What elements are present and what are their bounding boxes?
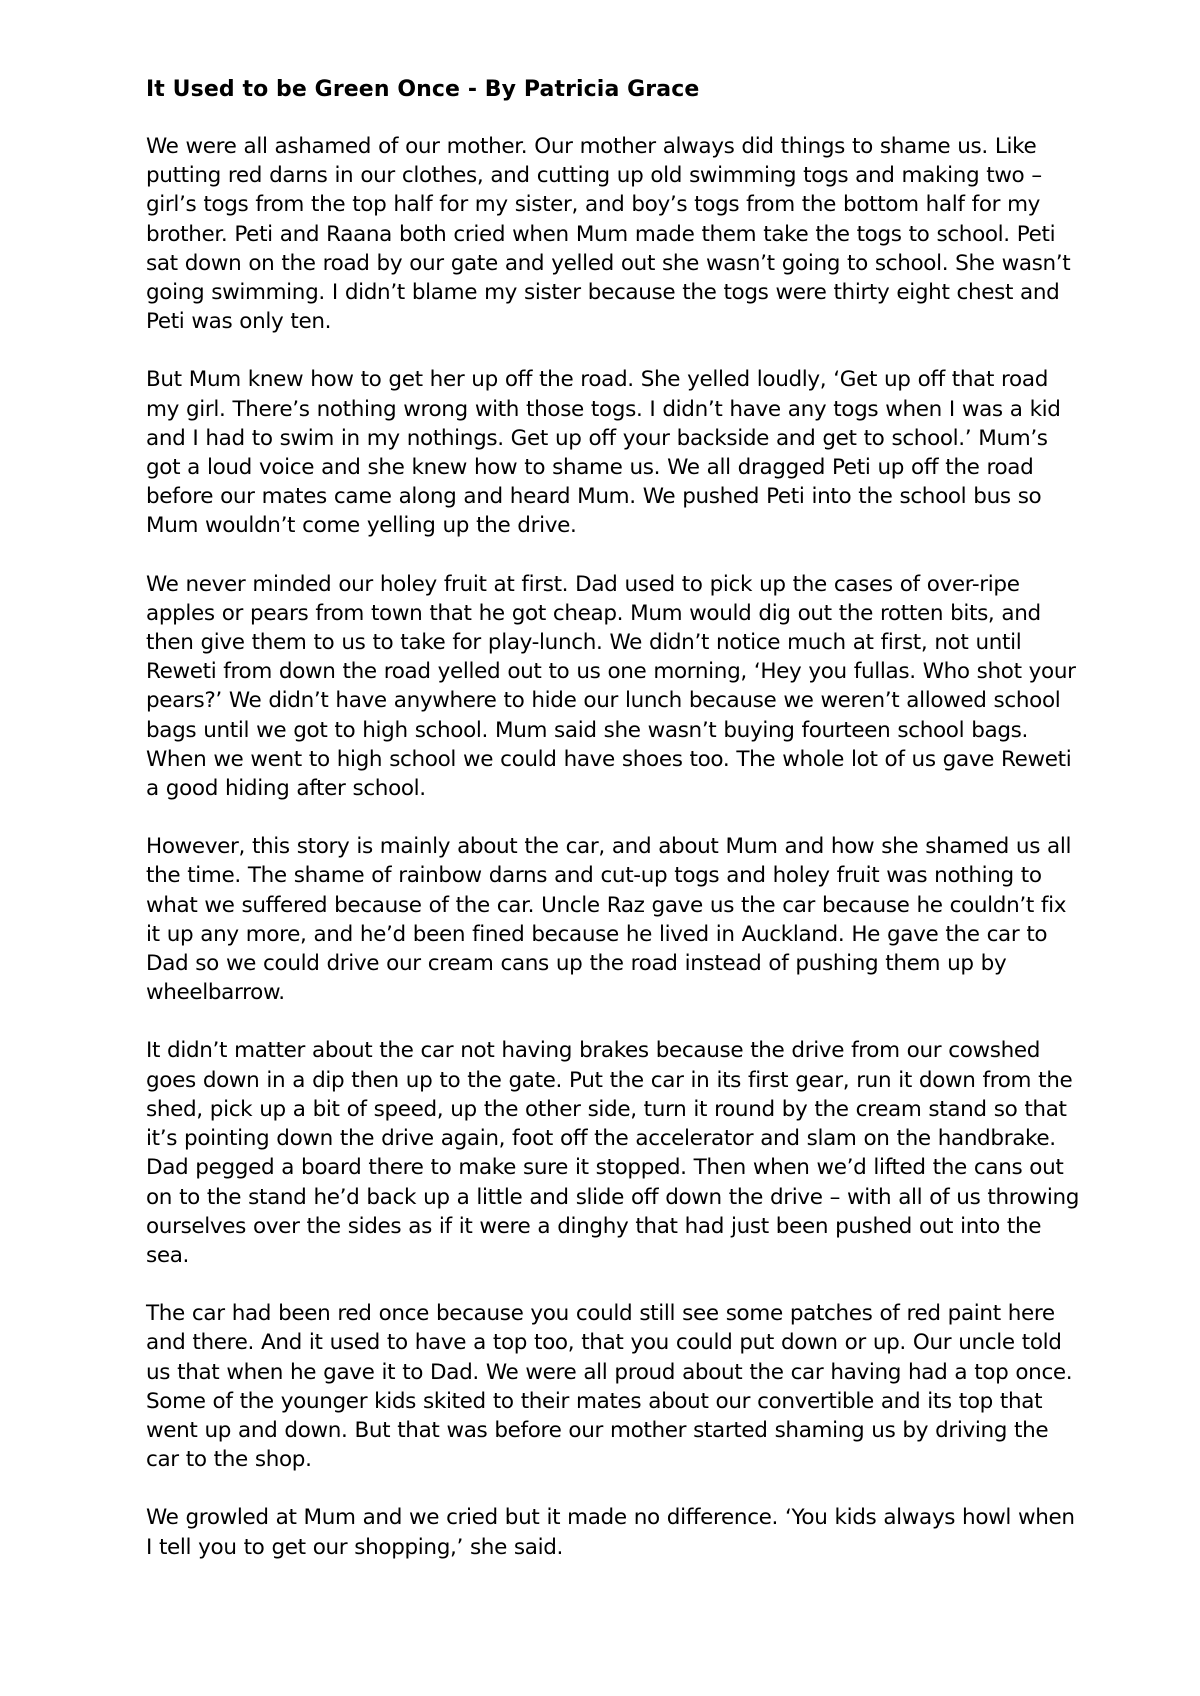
paragraph: We never minded our holey fruit at first. Dad used to pick up the cases of over-ripe apples or pears from town that he got cheap. Mum would dig out the rotten bits, and then give them to us to take for play-lunch. We didn’t notice much at first, not until Reweti from down the road yelled out to us one morning, ‘Hey you fullas. Who shot your pears?’ We didn’t have anywhere to hide our lunch because we weren’t allowed school bags until we got to high school. Mum said she wasn’t buying fourteen school bags. When we went to high school we could have shoes too. The whole lot of us gave Reweti a good hiding after school. — [146, 571, 1076, 802]
paragraph: We were all ashamed of our mother. Our mother always did things to shame us. Like putting red darns in our clothes, and cutting up old swimming togs and making two – girl’s togs from the top half for my sister, and boy’s togs from the bottom half for my brother. Peti and Raana both cried when Mum made them take the togs to school. Peti sat down on the road by our gate and yelled out she wasn’t going to school. She wasn’t going swimming. I didn’t blame my sister because the togs were thirty eight chest and Peti was only ten. — [146, 134, 1071, 335]
paragraph: We growled at Mum and we cried but it made no difference. ‘You kids always howl when I tell you to get our shopping,’ she said. — [146, 1505, 1075, 1560]
document-title: It Used to be Green Once - By Patricia Grace — [146, 77, 700, 102]
paragraph: The car had been red once because you could still see some patches of red paint here and there. And it used to have a top too, that you could put down or up. Our uncle told us that when he gave it to Dad. We were all proud about the car having had a top once. Some of the younger kids skited to their mates about our convertible and its top that went up and down. But that was before our mother started shaming us by driving the car to the shop. — [146, 1301, 1073, 1473]
paragraph: It didn’t matter about the car not having brakes because the drive from our cowshed goes down in a dip then up to the gate. Put the car in its first gear, run it down from the shed, pick up a bit of speed, up the other side, turn it round by the cream stand so that it’s pointing down the drive again, foot off the accelerator and slam on the handbrake. Dad pegged a board there to make sure it stopped. Then when we’d lifted the cans out on to the stand he’d back up a little and slide off down the drive – with all of us throwing ourselves over the sides as if it were a dinghy that had just been pushed out into the sea. — [146, 1038, 1080, 1268]
paragraph: However, this story is mainly about the car, and about Mum and how she shamed us all the time. The shame of rainbow darns and cut-up togs and holey fruit was nothing to what we suffered because of the car. Uncle Raz gave us the car because he couldn’t fix it up any more, and he’d been fined because he lived in Auckland. He gave the car to Dad so we could drive our cream cans up the road instead of pushing them up by wheelbarrow. — [146, 834, 1072, 1006]
document-body — [146, 76, 1086, 1562]
paragraph: But Mum knew how to get her up off the road. She yelled loudly, ‘Get up off that road my girl. There’s nothing wrong with those togs. I didn’t have any togs when I was a kid and I had to swim in my nothings. Get up off your backside and get to school.’ Mum’s got a loud voice and she knew how to shame us. We all dragged Peti up off the road before our mates came along and heard Mum. We pushed Peti into the school bus so Mum wouldn’t come yelling up the drive. — [146, 367, 1061, 539]
